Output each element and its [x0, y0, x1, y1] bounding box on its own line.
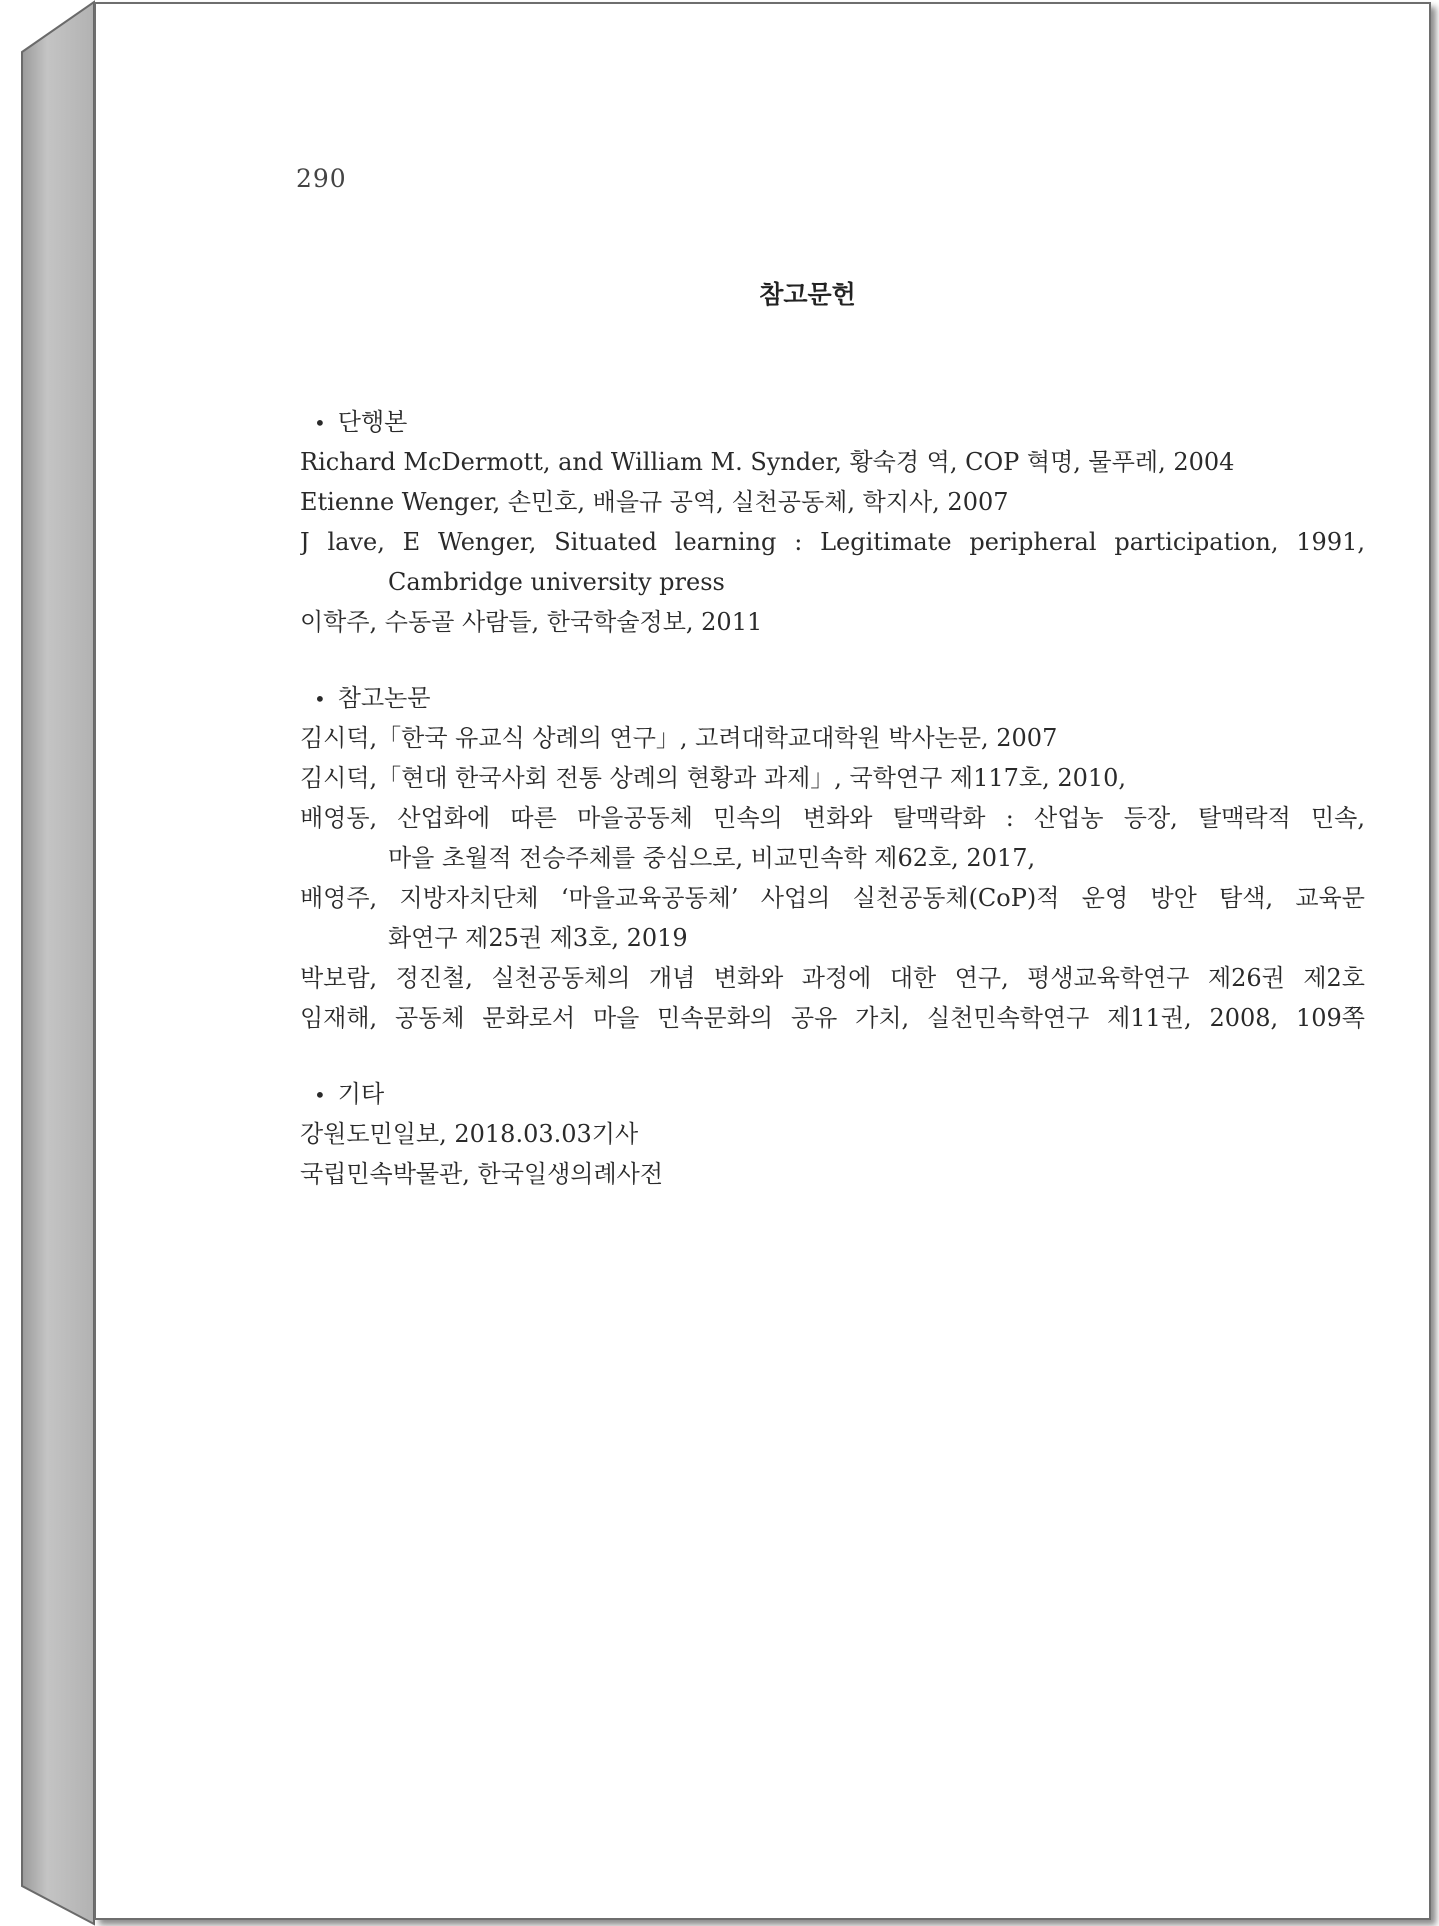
book-spine: [0, 0, 100, 1926]
section-heading: [300, 1074, 1365, 1114]
reference-item: Etienne Wenger, 손민호, 배을규 공역, 실천공동체, 학지사, 2007: [300, 488, 1009, 516]
section-heading-label: 참고논문: [337, 684, 431, 712]
section-heading: [300, 402, 1365, 442]
reference-item-continuation: 마을 초월적 전승주체를 중심으로, 비교민속학 제62호, 2017,: [388, 844, 1036, 872]
section-heading: [300, 678, 1365, 718]
reference-item: 이학주, 수동골 사람들, 한국학술정보, 2011: [300, 608, 763, 636]
reference-item: 김시덕,「현대 한국사회 전통 상례의 현황과 과제」, 국학연구 제117호, 2010,: [300, 764, 1127, 792]
page-number: 290: [296, 164, 347, 193]
section-other: [300, 1074, 1365, 1194]
document-page: [94, 2, 1431, 1920]
section-heading-label: 단행본: [337, 408, 408, 436]
page-title: 참고문헌: [759, 280, 856, 309]
reference-item: Richard McDermott, and William M. Synder, 황숙경 역, COP 혁명, 물푸레, 2004: [300, 448, 1235, 476]
bullet-icon: •: [314, 687, 326, 711]
reference-item: 강원도민일보, 2018.03.03기사: [300, 1120, 639, 1148]
bullet-icon: •: [314, 411, 326, 435]
reference-item: 임재해, 공동체 문화로서 마을 민속문화의 공유 가치, 실천민속학연구 제11권, 2008, 109쪽: [300, 1004, 1365, 1032]
section-heading-label: 기타: [337, 1080, 385, 1108]
reference-item: J lave, E Wenger, Situated learning : Legitimate peripheral participation, 1991,: [300, 528, 1365, 556]
reference-item: 배영동, 산업화에 따른 마을공동체 민속의 변화와 탈맥락화 : 산업농 등장, 탈맥락적 민속,: [300, 804, 1365, 832]
reference-item: 김시덕,「한국 유교식 상례의 연구」, 고려대학교대학원 박사논문, 2007: [300, 724, 1058, 752]
reference-item: 배영주, 지방자치단체 ‘마을교육공동체’ 사업의 실천공동체(CoP)적 운영 방안 탐색, 교육문: [300, 884, 1365, 912]
references-body: [300, 402, 1365, 1230]
section-books: [300, 402, 1365, 642]
reference-item-continuation: Cambridge university press: [388, 568, 725, 596]
reference-item: 박보람, 정진철, 실천공동체의 개념 변화와 과정에 대한 연구, 평생교육학연구 제26권 제2호: [300, 964, 1365, 992]
section-papers: [300, 678, 1365, 1038]
bullet-icon: •: [314, 1083, 326, 1107]
reference-item-continuation: 화연구 제25권 제3호, 2019: [388, 924, 688, 952]
reference-item: 국립민속박물관, 한국일생의례사전: [300, 1160, 664, 1188]
